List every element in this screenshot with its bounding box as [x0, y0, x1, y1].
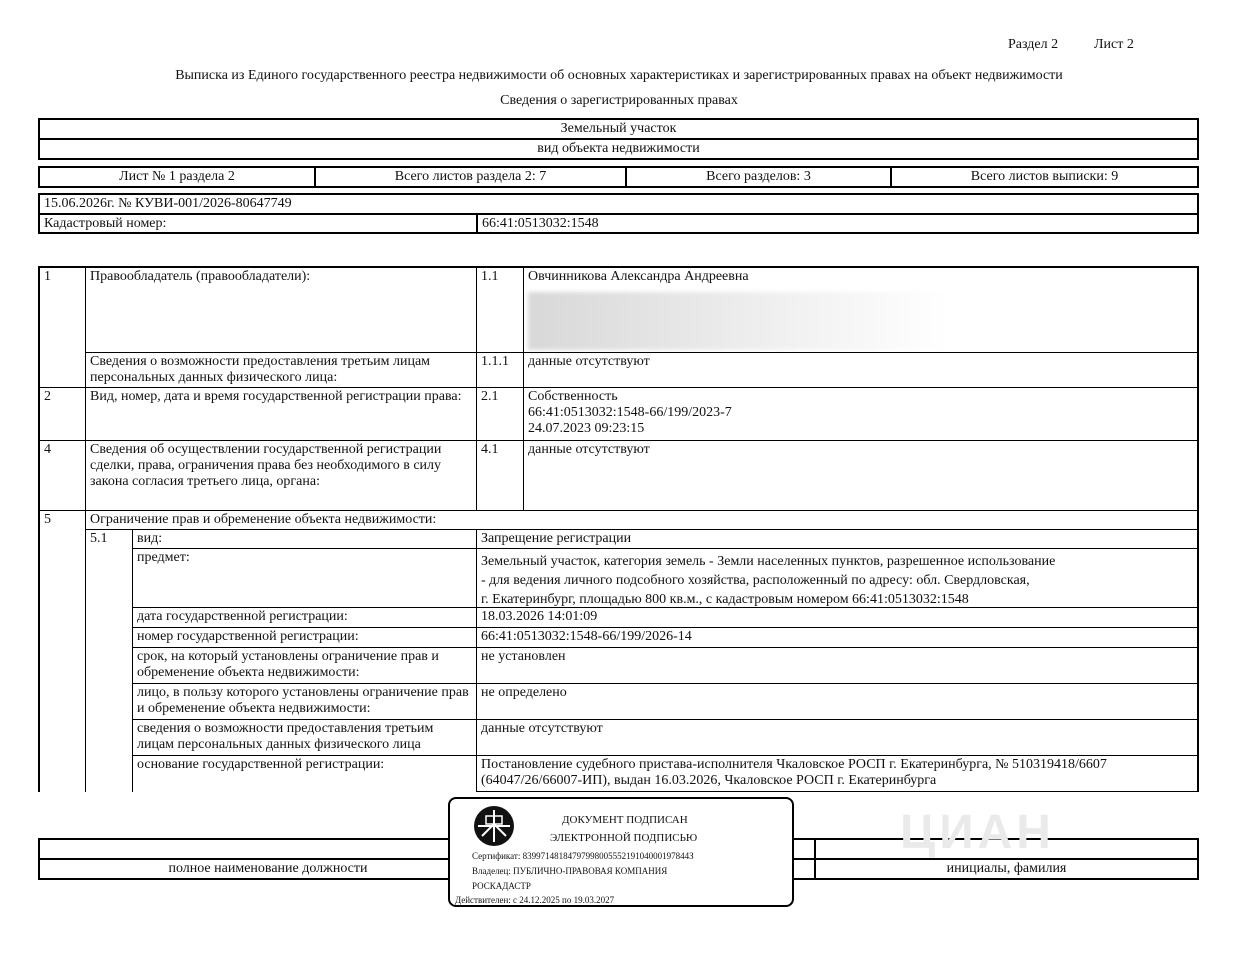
enc-term-label: срок, на который установлены ограничение прав и обременение объекта недвижимости: — [132, 647, 477, 684]
row-1-number: 1 — [38, 266, 86, 388]
subject-line-3: г. Екатеринбург, площадью 800 кв.м., с кадастровым номером 66:41:0513032:1548 — [481, 592, 969, 607]
row-4-label: Сведения об осуществлении государственной регистрации сделки, права, ограничения права без необходимого в силу закона согласия третьего лица, органа: — [85, 440, 477, 511]
enc-basis-label: основание государственной регистрации: — [132, 755, 477, 792]
total-sheets: Всего листов выписки: 9 — [890, 166, 1199, 188]
stamp-line-2: ЭЛЕКТРОННОЙ ПОДПИСЬЮ — [550, 832, 698, 844]
enc-basis-value: Постановление судебного пристава-исполнителя Чкаловское РОСП г. Екатеринбурга, № 510319418/6607 (64047/26/66007-ИП), выдан 16.03.2026, Чкаловское РОСП г. Екатеринбурга — [476, 755, 1199, 792]
row-1-1-label: Сведения о возможности предоставления третьим лицам персональных данных физического лица: — [85, 352, 477, 388]
enc-kind-value: Запрещение регистрации — [476, 529, 1199, 549]
position-label: полное наименование должности — [38, 858, 498, 880]
sheet-number: Лист № 1 раздела 2 — [38, 166, 316, 188]
stamp-validity: Действителен: с 24.12.2025 по 19.03.2027 — [455, 895, 615, 905]
enc-subject-value — [476, 548, 1199, 608]
sheet-label: Лист 2 — [1094, 37, 1134, 52]
enc-reg-date-label: дата государственной регистрации: — [132, 607, 477, 628]
row-2-sub: 2.1 — [476, 387, 524, 441]
right-reg-number: 66:41:0513032:1548-66/199/2023-7 — [528, 405, 732, 420]
watermark: ЦИАН — [900, 806, 1055, 859]
redacted-area — [528, 292, 948, 350]
object-type-caption: вид объекта недвижимости — [38, 138, 1199, 160]
row-1-1-sub: 1.1.1 — [476, 352, 524, 388]
document-subtitle: Сведения о зарегистрированных правах — [500, 93, 738, 108]
row-5-label: Ограничение прав и обременение объекта недвижимости: — [85, 510, 1199, 530]
row-2-number: 2 — [38, 387, 86, 441]
enc-reg-number-value: 66:41:0513032:1548-66/199/2026-14 — [476, 627, 1199, 648]
e-signature-stamp — [448, 797, 794, 907]
row-1-sub: 1.1 — [476, 266, 524, 353]
stamp-certificate: Сертификат: 8399714818479799800555219104000197844З — [472, 851, 694, 861]
stamp-owner-2: РОСКАДАСТР — [472, 881, 531, 891]
row-4-sub: 4.1 — [476, 440, 524, 511]
enc-subject-label: предмет: — [132, 548, 477, 608]
footer-divider — [814, 838, 816, 860]
subject-line-2: - для ведения личного подсобного хозяйства, расположенный по адресу: обл. Свердловская, — [481, 573, 1030, 588]
row-2-value — [523, 387, 1199, 441]
row-5-1-sub: 5.1 — [85, 529, 133, 792]
enc-kind-label: вид: — [132, 529, 477, 549]
enc-personal-data-label: сведения о возможности предоставления третьим лицам персональных данных физического лица — [132, 719, 477, 756]
cadastral-value: 66:41:0513032:1548 — [476, 213, 1199, 234]
stamp-line-1: ДОКУМЕНТ ПОДПИСАН — [562, 814, 688, 826]
total-sections: Всего разделов: 3 — [625, 166, 892, 188]
enc-reg-date-value: 18.03.2026 14:01:09 — [476, 607, 1199, 628]
stamp-owner: Владелец: ПУБЛИЧНО-ПРАВОВАЯ КОМПАНИЯ — [472, 866, 668, 876]
sheets-in-section: Всего листов раздела 2: 7 — [314, 166, 627, 188]
enc-beneficiary-value: не определено — [476, 683, 1199, 720]
object-type: Земельный участок — [38, 118, 1199, 140]
emblem-icon — [472, 804, 516, 848]
owner-name: Овчинникова Александра Андреевна — [523, 266, 1199, 353]
document-number: 15.06.2026г. № КУВИ-001/2026-80647749 — [38, 193, 1199, 215]
initials-label: инициалы, фамилия — [814, 858, 1199, 880]
row-4-number: 4 — [38, 440, 86, 511]
enc-reg-number-label: номер государственной регистрации: — [132, 627, 477, 648]
right-reg-date: 24.07.2023 09:23:15 — [528, 421, 645, 436]
enc-beneficiary-label: лицо, в пользу которого установлены ограничение прав и обременение объекта недвижимости: — [132, 683, 477, 720]
row-5-number: 5 — [38, 510, 86, 792]
row-1-label: Правообладатель (правообладатели): — [85, 266, 477, 353]
row-1-1-value: данные отсутствуют — [523, 352, 1199, 388]
cadastral-label: Кадастровый номер: — [38, 213, 478, 234]
row-4-value: данные отсутствуют — [523, 440, 1199, 511]
document-title: Выписка из Единого государственного реестра недвижимости об основных характеристиках и зарегистрированных правах на объект недвижимости — [175, 68, 1063, 83]
right-type: Собственность — [528, 389, 618, 404]
subject-line-1: Земельный участок, категория земель - Земли населенных пунктов, разрешенное использование — [481, 554, 1056, 569]
section-label: Раздел 2 — [1008, 37, 1059, 52]
enc-personal-data-value: данные отсутствуют — [476, 719, 1199, 756]
enc-term-value: не установлен — [476, 647, 1199, 684]
row-2-label: Вид, номер, дата и время государственной регистрации права: — [85, 387, 477, 441]
